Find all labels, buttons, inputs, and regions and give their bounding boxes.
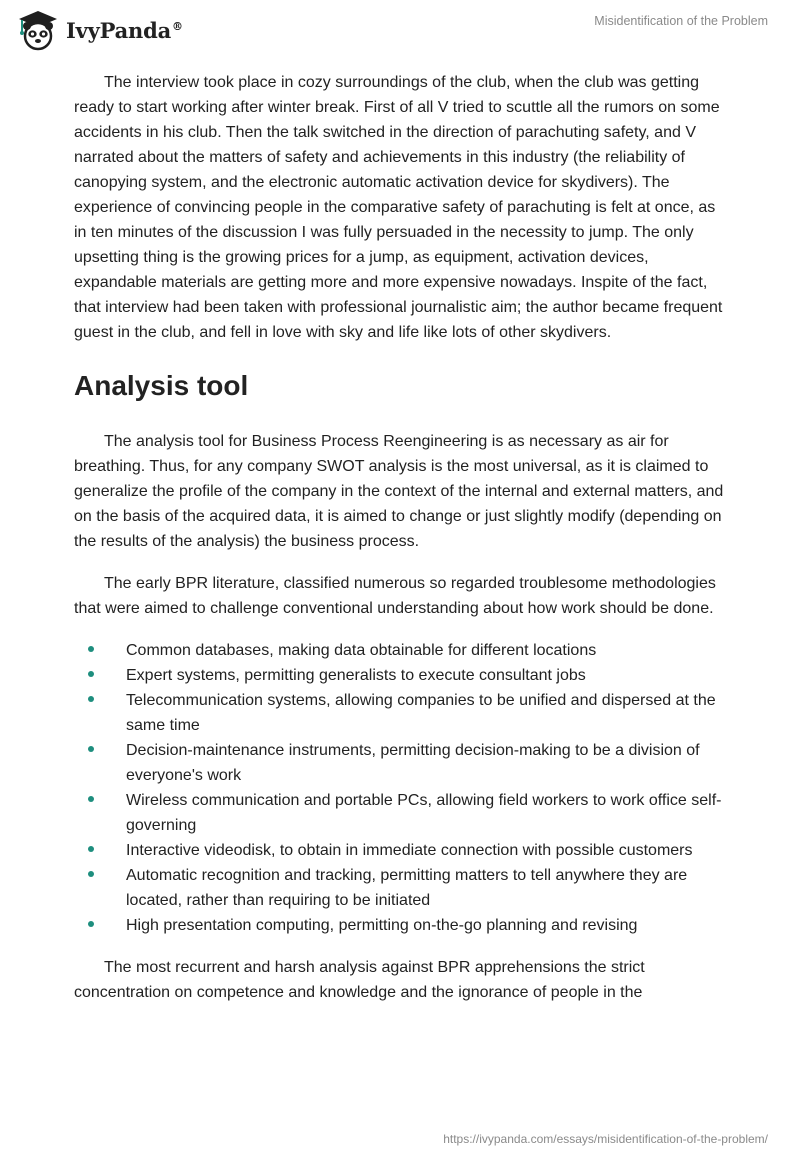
panda-graduate-icon — [16, 8, 60, 52]
bullet-icon — [88, 796, 94, 802]
list-item: Interactive videodisk, to obtain in immediate connection with possible customers — [74, 838, 730, 863]
paragraph: The early BPR literature, classified numerous so regarded troublesome methodologies that were aimed to challenge conventional understanding about how work should be done. — [74, 575, 716, 617]
paragraph: The most recurrent and harsh analysis against BPR apprehensions the strict concentration on competence and knowledge and the ignorance of people in the — [74, 959, 645, 1001]
bullet-icon — [88, 921, 94, 927]
bullet-icon — [88, 746, 94, 752]
ivypanda-logo[interactable] — [16, 8, 183, 52]
list-item: Automatic recognition and tracking, permitting matters to tell anywhere they are located, rather than requiring to be initiated — [74, 863, 730, 913]
bullet-list — [74, 638, 730, 938]
brand-name: IvyPanda® — [66, 17, 183, 43]
list-item: Common databases, making data obtainable for different locations — [74, 638, 730, 663]
section-heading: Analysis tool — [74, 370, 249, 401]
bullet-icon — [88, 671, 94, 677]
document-title: Misidentification of the Problem — [594, 14, 768, 28]
list-item: Wireless communication and portable PCs, allowing field workers to work office self-governing — [74, 788, 730, 838]
bullet-icon — [88, 696, 94, 702]
paragraph-intro: The interview took place in cozy surroundings of the club, when the club was getting ready to start working after winter break. First of all V tried to scuttle all the rumors on some accidents in his club. Then the talk switched in the direction of parachuting safety, and V narrated about the matters of safety and achievements in this industry (the reliability of canopying system, and the electronic automatic activation device for skydivers). The experience of convincing people in the comparative safety of parachuting is felt at once, as in ten minutes of the discussion I was fully persuaded in the necessity to jump. The only upsetting thing is the growing prices for a jump, as equipment, activation devices, expandable materials are getting more and more expensive nowadays. Inspite of the fact, that interview had been taken with professional journalistic aim; the author became frequent guest in the club, and fell in love with sky and life like lots of other skydivers. — [74, 74, 723, 341]
list-item: Decision-maintenance instruments, permitting decision-making to be a division of everyone's work — [74, 738, 730, 788]
source-url[interactable]: https://ivypanda.com/essays/misidentification-of-the-problem/ — [443, 1132, 768, 1146]
article-body — [74, 70, 730, 1022]
paragraph: The analysis tool for Business Process Reengineering is as necessary as air for breathing. Thus, for any company SWOT analysis is the most universal, as it is claimed to generalize the profile of the company in the context of the internal and external matters, and on the basis of the acquired data, it is aimed to change or just slightly modify (depending on the results of the analysis) the business process. — [74, 433, 724, 550]
bullet-icon — [88, 646, 94, 652]
bullet-icon — [88, 846, 94, 852]
bullet-icon — [88, 871, 94, 877]
list-item: High presentation computing, permitting on-the-go planning and revising — [74, 913, 730, 938]
page-header — [0, 0, 800, 64]
list-item: Telecommunication systems, allowing companies to be unified and dispersed at the same time — [74, 688, 730, 738]
list-item: Expert systems, permitting generalists to execute consultant jobs — [74, 663, 730, 688]
